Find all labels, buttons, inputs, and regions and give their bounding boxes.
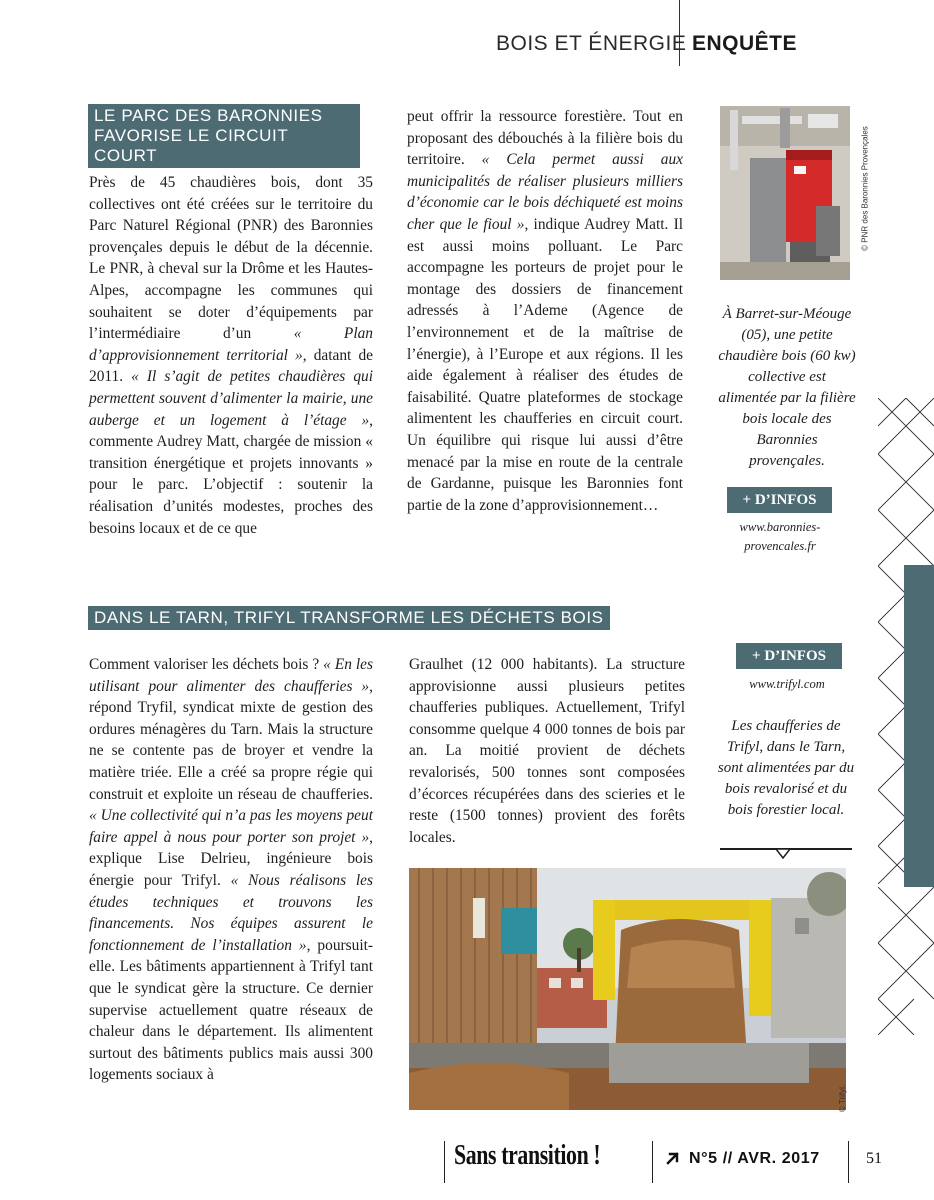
decorative-lattice-lower <box>878 887 934 1035</box>
boiler-photo-image <box>720 106 850 280</box>
text-run: peut offrir la ressource forestière. Tout en proposant des débouchés à la filière bois du territoire. <box>407 108 683 169</box>
text-run: Comment valoriser les déchets bois ? <box>89 656 324 673</box>
footer-magazine-title: Sans transition ! <box>454 1140 601 1171</box>
quote-run: « Nous réalisons les études techniques et trouvons les financements. Nos équipes assurent le fonctionnement de l’installation » <box>89 871 373 954</box>
quote-run: « En les utilisant pour alimenter des chaufferies » <box>89 656 373 695</box>
article2-heading: DANS LE TARN, TRIFYL TRANSFORME LES DÉCHETS BOIS <box>88 606 610 630</box>
article1-heading-line2: FAVORISE LE CIRCUIT COURT <box>94 126 289 165</box>
caption-pointer-icon <box>776 849 790 859</box>
text-run: , indique Audrey Matt. Il est aussi moins polluant. Le Parc accompagne les porteurs de projet pour le montage des dossiers de financement adressés à l’Ademe (Agence de l’environnement et de la maîtrise de l’énergie), à l’Europe et aux régions. Il les aide également à réaliser des études de faisabilité. Quatre plateformes de stockage alimentent les chaufferies en circuit court. Un équilibre qui risque lui aussi d’être menacé par la mise en route de la centrale de Gardanne, puisque les Baronnies font partie de la zone d’approvisionnement… <box>407 215 684 514</box>
article2-column1 <box>89 654 373 1086</box>
arrow-up-right-icon <box>665 1150 681 1166</box>
wood-chips-photo-image <box>409 868 848 1113</box>
text-run: , poursuit-elle. Les bâtiments appartiennent à Trifyl tant que le syndicat gère la structure. Ce dernier supervise actuellement quatre réseaux de chaleur dans le département. Ils alimentent surtout des bâtiments publics mais aussi 300 logements sociaux à <box>89 936 373 1084</box>
header-category: ENQUÊTE <box>692 32 798 55</box>
boiler-photo-credit <box>855 104 870 278</box>
article1-info-label: + D’INFOS <box>727 487 832 513</box>
quote-run: « Il s’agit de petites chaudières qui permettent souvent d’alimenter la mairie, une auberge et un logement à l’étage » <box>89 368 373 429</box>
quote-run: « Cela permet aussi aux municipalités de réaliser plusieurs milliers d’économie car le bois déchiqueté est moins cher que le fioul » <box>407 151 683 233</box>
boiler-photo-credit-text: © PNR des Baronnies Provençales <box>860 126 870 251</box>
text-run: , commente Audrey Matt, chargée de mission « transition énergétique et projets innovants » pour le parc. L’objectif : soutenir la réalisation d’unités modestes, proches des besoins locaux et de ce que <box>89 411 373 537</box>
footer-rule-middle <box>652 1141 653 1183</box>
footer-issue: N°5 // AVR. 2017 <box>689 1150 820 1167</box>
article1-paragraph2 <box>407 106 683 516</box>
article1-column2 <box>407 106 683 516</box>
footer-rule-left <box>444 1141 445 1183</box>
article2-info-link[interactable]: www.trifyl.com <box>749 677 825 691</box>
article2-info-label: + D’INFOS <box>736 643 842 669</box>
footer-rule-right <box>848 1141 849 1183</box>
page-number: 51 <box>866 1150 882 1167</box>
page-header <box>496 0 934 66</box>
wood-chips-photo-credit-text: © Trifyl. <box>838 1084 848 1113</box>
header-section-title: BOIS ET ÉNERGIE <box>496 32 687 55</box>
article1-column1 <box>89 172 373 539</box>
trifyl-caption: Les chaufferies de Trifyl, dans le Tarn, sont alimentées par du bois revalorisé et du bois forestier local. <box>717 718 855 818</box>
text-run: , répond Tryfil, syndicat mixte de gestion des ordures ménagères du Tarn. Mais la structure ne se contente pas de broyer et vendre la matière triée. Elle a créé sa propre régie qui construit et exploite un réseau de chaufferies. <box>89 677 373 803</box>
article2-paragraph1 <box>89 654 373 1086</box>
side-color-band <box>904 565 934 887</box>
article1-paragraph1 <box>89 172 373 539</box>
article1-heading-line1: LE PARC DES BARONNIES <box>94 106 323 125</box>
text-run: , datant de 2011. <box>89 346 373 386</box>
article1-info-link[interactable]: www.baronnies-provencales.fr <box>739 520 821 553</box>
quote-run: « Une collectivité qui n’a pas les moyens peut faire appel à nous pour porter son projet » <box>89 807 373 846</box>
text-run: , explique Lise Delrieu, ingénieure bois énergie pour Trifyl. <box>89 828 373 889</box>
wood-chips-photo-credit <box>838 1080 853 1120</box>
boiler-photo-caption: À Barret-sur-Méouge (05), une petite chaudière bois (60 kw) collective est alimentée par la filière bois locale des Baronnies provençales. <box>718 306 856 469</box>
quote-run: « Plan d’approvisionnement territorial » <box>89 325 373 364</box>
boiler-photo <box>720 106 850 280</box>
text-run: Près de 45 chaudières bois, dont 35 collectives ont été créées sur le territoire du Parc Naturel Régional (PNR) des Baronnies provençales depuis le début de la décennie. Le PNR, à cheval sur la Drôme et les Hautes-Alpes, accompagne les communes qui souhaitent se doter d’équipements par l’intermédiaire d’un <box>89 174 373 343</box>
article1-heading <box>88 104 360 168</box>
wood-chips-photo <box>409 868 848 1113</box>
article2-paragraph2 <box>409 654 685 848</box>
text-run: Graulhet (12 000 habitants). La structure approvisionne aussi plusieurs petites chaufferies publiques. Actuellement, Trifyl consomme quelque 4 000 tonnes de bois par an. La moitié provient de déchets revalorisés, 500 tonnes sont composées d’écorces récupérées dans des scieries et le reste (1500 tonnes) provient des forêts locales. <box>409 656 685 846</box>
article2-column2 <box>409 654 685 848</box>
